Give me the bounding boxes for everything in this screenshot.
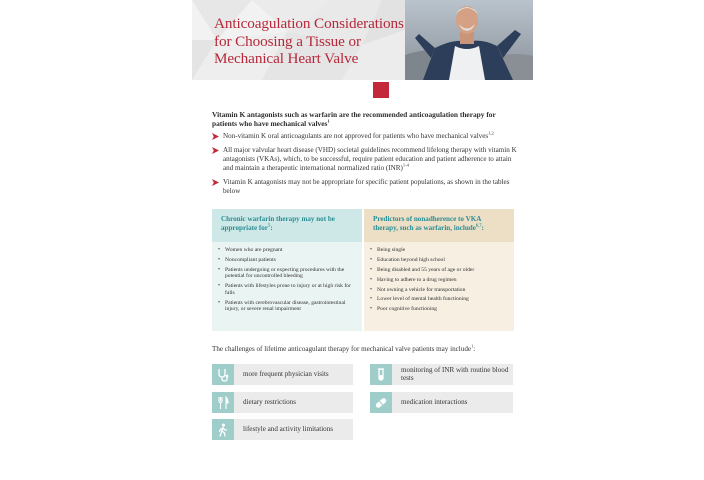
list-item: • Not owning a vehicle for transportation xyxy=(370,287,510,294)
warfarin-contraindications-table xyxy=(212,209,362,333)
challenge-card-inr-monitoring xyxy=(370,364,513,385)
older-man-photo xyxy=(405,0,533,80)
list-item: • Patients with lifestyles prone to injury or at high risk for falls xyxy=(218,283,358,296)
list-item: • Noncompliant patients xyxy=(218,257,358,264)
challenges-intro: The challenges of lifetime anticoagulant therapy for mechanical valve patients may include$^1$: xyxy=(212,343,476,353)
list-item: • Patients with cerebrovascular disease, gastrointestinal injury, or severe renal impairment xyxy=(218,300,358,313)
stethoscope-icon xyxy=(212,364,234,385)
comparison-tables xyxy=(212,209,514,333)
list-item: • Having to adhere to a drug regimen xyxy=(370,277,510,284)
red-arrow-bullet-icon xyxy=(212,147,219,154)
red-arrow-bullet-icon xyxy=(212,133,219,140)
challenge-label: more frequent physician visits xyxy=(243,369,329,378)
intro-lead: Vitamin K antagonists such as warfarin are the recommended anticoagulation therapy for patients who have mechanical valves$^1$ xyxy=(212,110,496,128)
intro-bullet: All major valvular heart disease (VHD) societal guidelines recommend lifelong therapy with vitamin K antagonists (VKAs), which, to be successful, require patient education and patient adherence to attain and maintain a therapeutic international normalized ratio (INR)$^{1-4}$ xyxy=(212,146,517,173)
list-item: • Lower level of mental health functioning xyxy=(370,296,510,303)
challenge-label: medication interactions xyxy=(401,397,468,406)
challenge-card-physician-visits xyxy=(212,364,353,385)
page-title: Anticoagulation Considerations for Choosing a Tissue or Mechanical Heart Valve xyxy=(214,15,404,67)
table-heading: Predictors of nonadherence to VKA therapy, such as warfarin, include$^{6,7}$: xyxy=(364,209,514,242)
walking-person-icon xyxy=(212,419,234,440)
table-body xyxy=(212,242,362,331)
table-body xyxy=(364,242,514,331)
pill-icon xyxy=(370,392,392,413)
challenge-card-medication-interactions xyxy=(370,392,513,413)
accent-square xyxy=(373,82,389,98)
test-tube-icon xyxy=(370,364,392,385)
challenge-label: monitoring of INR with routine blood tests xyxy=(401,365,509,382)
challenge-label: dietary restrictions xyxy=(243,397,296,406)
challenge-label: lifestyle and activity limitations xyxy=(243,424,334,433)
fork-knife-icon xyxy=(212,392,234,413)
list-item: • Poor cognitive functioning xyxy=(370,306,510,313)
challenge-card-lifestyle-limitations xyxy=(212,419,353,440)
list-item: • Being disabled and 55 years of age or older xyxy=(370,267,510,274)
nonadherence-predictors-table xyxy=(364,209,514,333)
list-item: • Patients undergoing or expecting procedures with the potential for uncontrolled bleeding xyxy=(218,267,358,280)
list-item: • Being single xyxy=(370,247,510,254)
intro-bullet-list xyxy=(212,132,517,200)
list-item: • Women who are pregnant xyxy=(218,247,358,254)
document-page xyxy=(192,0,533,480)
intro-bullet: Non-vitamin K oral anticoagulants are not approved for patients who have mechanical valves$^{1,2}$ xyxy=(212,132,517,141)
header-banner xyxy=(192,0,533,80)
intro-bullet: Vitamin K antagonists may not be appropriate for specific patient populations, as shown in the tables below xyxy=(212,178,517,196)
table-heading: Chronic warfarin therapy may not be appropriate for$^5$: xyxy=(212,209,362,242)
red-arrow-bullet-icon xyxy=(212,179,219,186)
challenge-card-dietary-restrictions xyxy=(212,392,353,413)
list-item: • Education beyond high school xyxy=(370,257,510,264)
